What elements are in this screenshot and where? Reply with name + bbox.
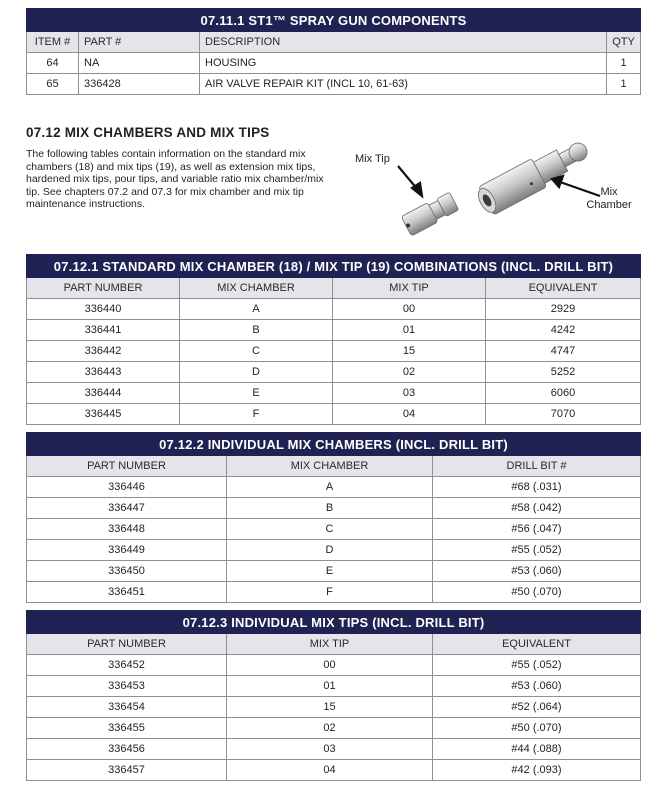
table-cell: F	[180, 404, 333, 425]
table-cell: #50 (.070)	[433, 582, 641, 603]
table-cell: #42 (.093)	[433, 760, 641, 781]
table-cell: #56 (.047)	[433, 519, 641, 540]
table-row	[27, 676, 641, 697]
table-cell: #58 (.042)	[433, 498, 641, 519]
table-cell: 336447	[27, 498, 227, 519]
table-cell: 336428	[79, 74, 200, 95]
column-header: MIX TIP	[227, 634, 433, 655]
table-cell: 1	[607, 53, 641, 74]
table-cell: #53 (.060)	[433, 676, 641, 697]
section-description: The following tables contain information on the standard mix chambers (18) and mix tips (19), as well as extension mix tips, hardened mix tips, pour tips, and variable ratio mix chamber/mix tip. See chapters 07.2 and 07.3 for mix chamber and mix tip maintenance instructions.	[26, 148, 324, 211]
table-cell: 336452	[27, 655, 227, 676]
table-row	[27, 540, 641, 561]
table-cell: 1	[607, 74, 641, 95]
column-header: EQUIVALENT	[433, 634, 641, 655]
individual-mix-tips-table	[26, 610, 641, 781]
table-cell: E	[180, 383, 333, 404]
table-row	[27, 561, 641, 582]
table-cell: 5252	[486, 362, 641, 383]
table-cell: 336444	[27, 383, 180, 404]
table-cell: B	[227, 498, 433, 519]
table-cell: #50 (.070)	[433, 718, 641, 739]
mix-tip-label: Mix Tip	[355, 153, 390, 165]
table-cell: D	[180, 362, 333, 383]
table-row	[27, 498, 641, 519]
column-header: DRILL BIT #	[433, 456, 641, 477]
table-cell: 336446	[27, 477, 227, 498]
table-cell: 00	[227, 655, 433, 676]
table-cell: 336450	[27, 561, 227, 582]
table-cell: AIR VALVE REPAIR KIT (INCL 10, 61-63)	[200, 74, 607, 95]
table-row	[27, 383, 641, 404]
column-header: DESCRIPTION	[200, 32, 607, 53]
table-cell: #52 (.064)	[433, 697, 641, 718]
column-header: MIX TIP	[333, 278, 486, 299]
table-cell: 03	[333, 383, 486, 404]
column-header: PART #	[79, 32, 200, 53]
table-cell: 04	[227, 760, 433, 781]
table-row	[27, 320, 641, 341]
mix-chamber-label	[584, 186, 634, 212]
table-title: 07.12.1 STANDARD MIX CHAMBER (18) / MIX TIP (19) COMBINATIONS (INCL. DRILL BIT)	[27, 255, 641, 278]
column-header: ITEM #	[27, 32, 79, 53]
table-row	[27, 718, 641, 739]
table-cell: 02	[227, 718, 433, 739]
table-cell: 02	[333, 362, 486, 383]
table-cell: #55 (.052)	[433, 540, 641, 561]
table-row	[27, 362, 641, 383]
table-row	[27, 299, 641, 320]
table-cell: 4747	[486, 341, 641, 362]
table-cell: 336457	[27, 760, 227, 781]
table-title: 07.12.2 INDIVIDUAL MIX CHAMBERS (INCL. DRILL BIT)	[27, 433, 641, 456]
table-cell: E	[227, 561, 433, 582]
table-cell: 336453	[27, 676, 227, 697]
table-row	[27, 477, 641, 498]
table-cell: 336448	[27, 519, 227, 540]
table-row	[27, 341, 641, 362]
mix-tip-icon	[401, 191, 459, 236]
table-cell: 336440	[27, 299, 180, 320]
table-cell: 04	[333, 404, 486, 425]
table-cell: 2929	[486, 299, 641, 320]
table-cell: D	[227, 540, 433, 561]
table-cell: NA	[79, 53, 200, 74]
mix-tip-and-chamber-illustration	[340, 128, 640, 238]
table-cell: 336441	[27, 320, 180, 341]
individual-mix-chambers-table	[26, 432, 641, 603]
table-cell: #68 (.031)	[433, 477, 641, 498]
spray-gun-components-table	[26, 8, 641, 95]
table-cell: 336445	[27, 404, 180, 425]
table-cell: C	[180, 341, 333, 362]
table-cell: HOUSING	[200, 53, 607, 74]
column-header: PART NUMBER	[27, 634, 227, 655]
table-title: 07.11.1 ST1™ SPRAY GUN COMPONENTS	[27, 9, 641, 32]
table-cell: 336454	[27, 697, 227, 718]
table-row	[27, 74, 641, 95]
table-cell: 64	[27, 53, 79, 74]
table-cell: 336443	[27, 362, 180, 383]
table-cell: 6060	[486, 383, 641, 404]
table-cell: 7070	[486, 404, 641, 425]
column-header: PART NUMBER	[27, 278, 180, 299]
table-cell: #53 (.060)	[433, 561, 641, 582]
table-cell: 336449	[27, 540, 227, 561]
table-cell: #44 (.088)	[433, 739, 641, 760]
table-cell: A	[180, 299, 333, 320]
mix-chamber-icon	[473, 134, 593, 218]
section-title: 07.12 MIX CHAMBERS AND MIX TIPS	[26, 125, 270, 140]
table-cell: 336451	[27, 582, 227, 603]
column-header: QTY	[607, 32, 641, 53]
table-row	[27, 739, 641, 760]
table-cell: #55 (.052)	[433, 655, 641, 676]
table-cell: 336442	[27, 341, 180, 362]
table-cell: 15	[333, 341, 486, 362]
mix-chamber-label-line2: Chamber	[586, 199, 632, 211]
table-cell: 00	[333, 299, 486, 320]
table-cell: 65	[27, 74, 79, 95]
table-cell: 01	[227, 676, 433, 697]
table-cell: 336455	[27, 718, 227, 739]
mix-chamber-label-line1: Mix	[600, 186, 618, 198]
table-cell: 336456	[27, 739, 227, 760]
table-cell: 15	[227, 697, 433, 718]
table-row	[27, 53, 641, 74]
mix-chamber-figure	[340, 128, 640, 238]
column-header: PART NUMBER	[27, 456, 227, 477]
table-row	[27, 697, 641, 718]
table-row	[27, 582, 641, 603]
table-row	[27, 404, 641, 425]
table-cell: A	[227, 477, 433, 498]
column-header: MIX CHAMBER	[180, 278, 333, 299]
table-title: 07.12.3 INDIVIDUAL MIX TIPS (INCL. DRILL BIT)	[27, 611, 641, 634]
table-row	[27, 760, 641, 781]
table-cell: B	[180, 320, 333, 341]
column-header: MIX CHAMBER	[227, 456, 433, 477]
table-row	[27, 655, 641, 676]
table-cell: 4242	[486, 320, 641, 341]
table-cell: F	[227, 582, 433, 603]
table-cell: C	[227, 519, 433, 540]
table-cell: 01	[333, 320, 486, 341]
table-cell: 03	[227, 739, 433, 760]
table-row	[27, 519, 641, 540]
standard-combinations-table	[26, 254, 641, 425]
column-header: EQUIVALENT	[486, 278, 641, 299]
mix-tip-arrow	[398, 166, 422, 196]
